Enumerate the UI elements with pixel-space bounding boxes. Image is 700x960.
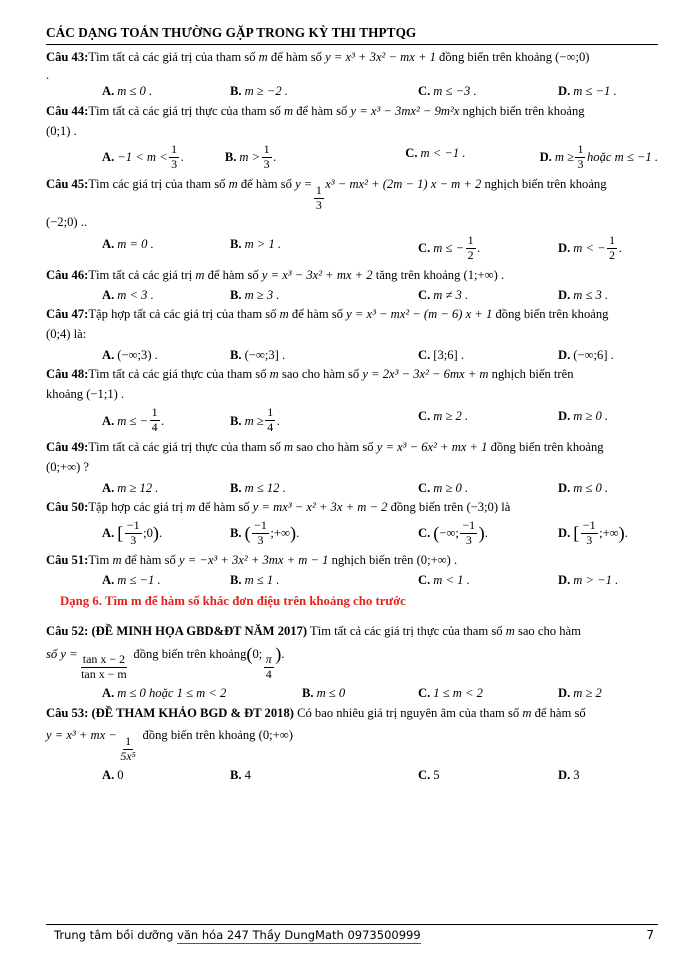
question-52-paren-close: ) [275, 643, 282, 664]
footer-divider [46, 924, 658, 925]
answer-option-b[interactable]: B. m ≥ 3 . [230, 287, 280, 302]
question-51-func: y = −x³ + 3x² + 3mx + m − 1 [178, 552, 329, 567]
question-44-text-3: nghịch biến trên khoảng [459, 103, 585, 118]
answer-option-a[interactable]: A. m ≥ 12 . [102, 480, 159, 495]
question-47-interval: (0;4) là: [46, 327, 87, 342]
question-45-func-pre: y = [295, 177, 313, 191]
page-footer [46, 924, 658, 942]
question-44-func: y = x³ − 3mx² − 9m²x [350, 103, 460, 118]
question-53-interval: (0;+∞) [258, 728, 293, 743]
question-52-func-pre: số y = [46, 646, 78, 661]
answer-option-a[interactable]: A. m = 0 . [102, 237, 154, 252]
question-46 [46, 266, 658, 285]
document-header-title: CÁC DẠNG TOÁN THƯỜNG GẶP TRONG KỲ THI THPTQG [46, 25, 417, 40]
question-53-text-post: đồng biến trên khoảng [139, 728, 259, 743]
question-53-var: m [522, 705, 532, 720]
question-51-text-2: để hàm số [121, 552, 179, 567]
question-48-var: m [269, 366, 279, 381]
page-number: 7 [646, 928, 654, 942]
question-43-text-3: đồng biến trên khoảng [435, 49, 556, 64]
answer-option-a[interactable]: A. [ $\frac{-1}{3}$ ;0 ) . [102, 517, 163, 547]
question-44-interval: (0;1) . [46, 123, 77, 138]
question-45-interval: (−2;0) .. [46, 214, 88, 229]
answer-option-d[interactable]: D. m ≥ 0 . [558, 409, 609, 424]
answer-option-b[interactable]: B. m ≥ $\frac{1}{4}$ . [230, 405, 280, 435]
footer-center-name [46, 928, 421, 942]
question-51-text-1: Tìm [88, 552, 113, 567]
question-43-label: Câu 43: [46, 49, 89, 64]
question-45-func-post: x³ − mx² + (2m − 1) x − m + 2 [325, 177, 482, 191]
answer-option-b[interactable]: B. (−∞;3] . [230, 347, 286, 362]
answer-option-d[interactable]: D. m > −1 . [558, 572, 619, 587]
answer-option-a[interactable]: A. m ≤ 0 . [102, 84, 153, 99]
footer-text-plain: Trung tâm bồi dưỡng [54, 928, 178, 942]
question-48-label: Câu 48: [46, 366, 89, 381]
question-50-interval: (−3;0) [466, 499, 499, 514]
answer-option-d[interactable]: D. [ $\frac{-1}{3}$ ;+∞ ) . [558, 517, 628, 547]
answer-option-c[interactable]: C. m < 1 . [418, 572, 470, 587]
question-44-var: m [284, 103, 294, 118]
answer-option-d[interactable]: D. m < − $\frac{1}{2}$ . [558, 233, 622, 263]
question-52-text-1: Tìm tất cả các giá trị thực của tham số [307, 623, 506, 638]
question-52-text-2: sao cho hàm [514, 623, 581, 638]
question-48-func: y = 2x³ − 3x² − 6mx + m [362, 366, 489, 381]
question-50 [46, 498, 658, 517]
question-52-source: (ĐỀ MINH HỌA GBD&ĐT NĂM 2017) [88, 623, 308, 638]
question-49-text-1: Tìm tất cả các giá trị thực của tham số [88, 440, 284, 455]
answer-option-b[interactable]: B. m > 1 . [230, 237, 282, 252]
question-50-text-2: để hàm số [195, 499, 253, 514]
question-46-text-3: tăng trên khoảng [372, 268, 464, 283]
question-45-fraction: $\frac{1}{3}$ [315, 182, 322, 212]
question-49-var: m [284, 440, 294, 455]
question-51-var: m [112, 552, 122, 567]
question-45-text-1: Tìm các giá trị của tham số [88, 177, 229, 191]
question-44-answers [46, 144, 658, 171]
header-divider [46, 44, 658, 45]
question-47-var: m [279, 307, 289, 322]
question-52-fraction: $\frac{\text{tan x − 2}}{\text{tan x − m}}$ [81, 652, 127, 682]
answer-option-a[interactable]: A. m ≤ −1 . [102, 572, 161, 587]
question-48-text-2: sao cho hàm số [278, 366, 363, 381]
question-48-text-3: nghịch biến trên [488, 366, 574, 381]
question-44-label: Câu 44: [46, 103, 89, 118]
question-49-func: y = x³ − 6x² + mx + 1 [376, 440, 488, 455]
answer-option-c[interactable]: C. m ≤ −3 . [418, 84, 477, 99]
question-53-source: (ĐỀ THAM KHẢO BGD & ĐT 2018) [88, 705, 294, 720]
question-51 [46, 551, 658, 570]
question-49-text-2: sao cho hàm số [293, 440, 377, 455]
section-spacer [46, 611, 658, 622]
answer-option-d[interactable]: D. m ≤ −1 . [558, 84, 617, 99]
question-45-text-2: để hàm số [237, 177, 296, 191]
question-51-interval: (0;+∞) . [416, 552, 458, 567]
answer-option-b[interactable]: B. m ≤ 12 . [230, 480, 286, 495]
question-53-answers [46, 766, 658, 784]
question-53-text-2: để hàm số [531, 705, 586, 720]
question-52-period: . [281, 646, 285, 661]
question-48-answers [46, 407, 658, 434]
question-49-answers [46, 479, 658, 497]
answer-option-b[interactable]: B. ( $\frac{-1}{3}$ ;+∞ ) . [230, 517, 300, 547]
question-52-paren-open: ( [246, 643, 253, 664]
question-50-answers [46, 517, 658, 547]
question-50-var: m [186, 499, 196, 514]
question-47-label: Câu 47: [46, 307, 89, 322]
question-53-text-1: Có bao nhiêu giá trị nguyên âm của tham số [293, 705, 523, 720]
answer-option-a[interactable]: A. 0 [102, 768, 124, 783]
question-51-text-3: nghịch biến trên [328, 552, 417, 567]
question-52-label: Câu 52: [46, 623, 89, 638]
question-49-text-3: đồng biến trên khoảng [487, 440, 604, 455]
question-46-var: m [195, 268, 205, 283]
question-49-label: Câu 49: [46, 440, 89, 455]
answer-option-c[interactable]: C. 5 [418, 768, 440, 783]
question-47-answers [46, 346, 658, 364]
answer-option-c[interactable]: C. m < −1 . [405, 146, 466, 161]
question-52-interval-fraction: $\frac{\pi}{4}$ [265, 652, 272, 682]
question-46-label: Câu 46: [46, 268, 89, 283]
answer-option-c[interactable]: C. ( −∞; $\frac{-1}{3}$ ) . [418, 517, 488, 547]
answer-option-b[interactable]: B. m ≤ 0 [302, 686, 346, 701]
question-48-interval: khoảng (−1;1) . [46, 386, 125, 401]
answer-option-d[interactable]: D. m ≤ 0 . [558, 480, 609, 495]
question-49-interval: (0;+∞) ? [46, 460, 90, 475]
answer-option-a[interactable]: A. m ≤ 0 hoặc 1 ≤ m < 2 [102, 686, 227, 701]
answer-option-a[interactable]: A. m ≤ − $\frac{1}{4}$ . [102, 405, 165, 435]
question-48 [46, 365, 658, 384]
question-52-var: m [505, 623, 515, 638]
answer-option-b[interactable]: B. m > $\frac{1}{3}$ . [224, 142, 277, 172]
answer-option-d[interactable]: D. 3 [558, 768, 580, 783]
answer-option-c[interactable]: C. m ≤ − $\frac{1}{2}$ . [418, 233, 481, 263]
question-50-label: Câu 50: [46, 499, 89, 514]
question-48-text-1: Tìm tất cả các giá thực của tham số [88, 366, 270, 381]
question-47 [46, 305, 658, 324]
question-43-func: y = x³ + 3x² − mx + 1 [325, 49, 436, 64]
answer-option-b[interactable]: B. 4 [230, 768, 251, 783]
answer-option-a[interactable]: A. (−∞;3) . [102, 347, 158, 362]
answer-option-c[interactable]: C. m ≥ 2 . [418, 409, 469, 424]
question-43 [46, 48, 658, 67]
question-45-var: m [228, 177, 238, 191]
answer-option-d[interactable]: D. m ≥ $\frac{1}{3}$ hoặc m ≤ −1 . [539, 142, 658, 172]
question-53-fraction: $\frac{1}{\text{5x⁵}}$ [120, 734, 136, 764]
question-45-text-3: nghịch biến trên khoảng [481, 177, 607, 191]
answer-option-a[interactable]: A. m < 3 . [102, 287, 154, 302]
question-46-text-2: để hàm số [204, 268, 262, 283]
question-43-text-1: Tìm tất cả các giá trị của tham số [88, 49, 259, 64]
question-46-text-1: Tìm tất cả các giá trị [88, 268, 196, 283]
question-45-answers [46, 235, 658, 262]
question-50-text-1: Tập hợp các giá trị [88, 499, 187, 514]
question-43-var: m [258, 49, 268, 64]
question-47-text-2: để hàm số [288, 307, 347, 322]
answer-option-d[interactable]: D. (−∞;6] . [558, 347, 614, 362]
question-47-func: y = x³ − mx² − (m − 6) x + 1 [346, 307, 493, 322]
question-47-text-3: đồng biến trên khoảng [492, 307, 609, 322]
answer-option-c[interactable]: C. m ≥ 0 . [418, 480, 469, 495]
question-53-formula-line [46, 726, 658, 763]
question-52-text-post: đồng biến trên khoảng [130, 646, 247, 661]
question-43-text-2: để hàm số [267, 49, 326, 64]
answer-option-c[interactable]: C. m ≠ 3 . [418, 287, 469, 302]
question-52-interval-open: 0; [252, 646, 263, 661]
question-52 [46, 622, 658, 641]
answer-option-a[interactable]: A. −1 < m < $\frac{1}{3}$ . [102, 142, 184, 172]
question-46-interval: (1;+∞) . [463, 268, 505, 283]
question-50-func: y = mx³ − x² + 3x + m − 2 [252, 499, 388, 514]
question-50-text-3: đồng biến trên [387, 499, 467, 514]
question-51-answers [46, 571, 658, 589]
answer-option-d[interactable]: D. m ≥ 2 [558, 686, 602, 701]
question-53-func-pre: y = x³ + mx − [46, 728, 117, 743]
question-53 [46, 704, 658, 723]
question-53-label: Câu 53: [46, 705, 89, 720]
question-43-answers [46, 82, 658, 100]
question-43-stray-dot: . [46, 68, 50, 83]
question-45-label: Câu 45: [46, 177, 89, 191]
answer-option-c[interactable]: C. [3;6] . [418, 347, 465, 362]
question-46-func: y = x³ − 3x² + mx + 2 [261, 268, 373, 283]
answer-option-b[interactable]: B. m ≥ −2 . [230, 84, 288, 99]
answer-option-b[interactable]: B. m ≤ 1 . [230, 572, 280, 587]
question-45 [46, 175, 658, 212]
answer-option-c[interactable]: C. 1 ≤ m < 2 [418, 686, 483, 701]
question-46-answers [46, 286, 658, 304]
question-51-label: Câu 51: [46, 552, 89, 567]
answer-option-d[interactable]: D. m ≤ 3 . [558, 287, 609, 302]
question-52-answers [46, 684, 658, 702]
question-44-text-2: để hàm số [293, 103, 351, 118]
question-52-formula-line [46, 645, 658, 682]
question-50-text-4: là [498, 499, 511, 514]
question-43-interval: (−∞;0) [555, 49, 590, 64]
footer-contact-link[interactable]: văn hóa 247 Thầy DungMath 0973500999 [177, 928, 421, 942]
question-49 [46, 438, 658, 457]
question-47-text-1: Tập hợp tất cả các giá trị của tham số [88, 307, 280, 322]
question-44 [46, 102, 658, 121]
question-44-text-1: Tìm tất cả các giá trị thực của tham số [88, 103, 284, 118]
section-heading-dang-6: Dạng 6. Tìm m để hàm số khác đơn điệu trên khoảng cho trước [60, 593, 406, 608]
